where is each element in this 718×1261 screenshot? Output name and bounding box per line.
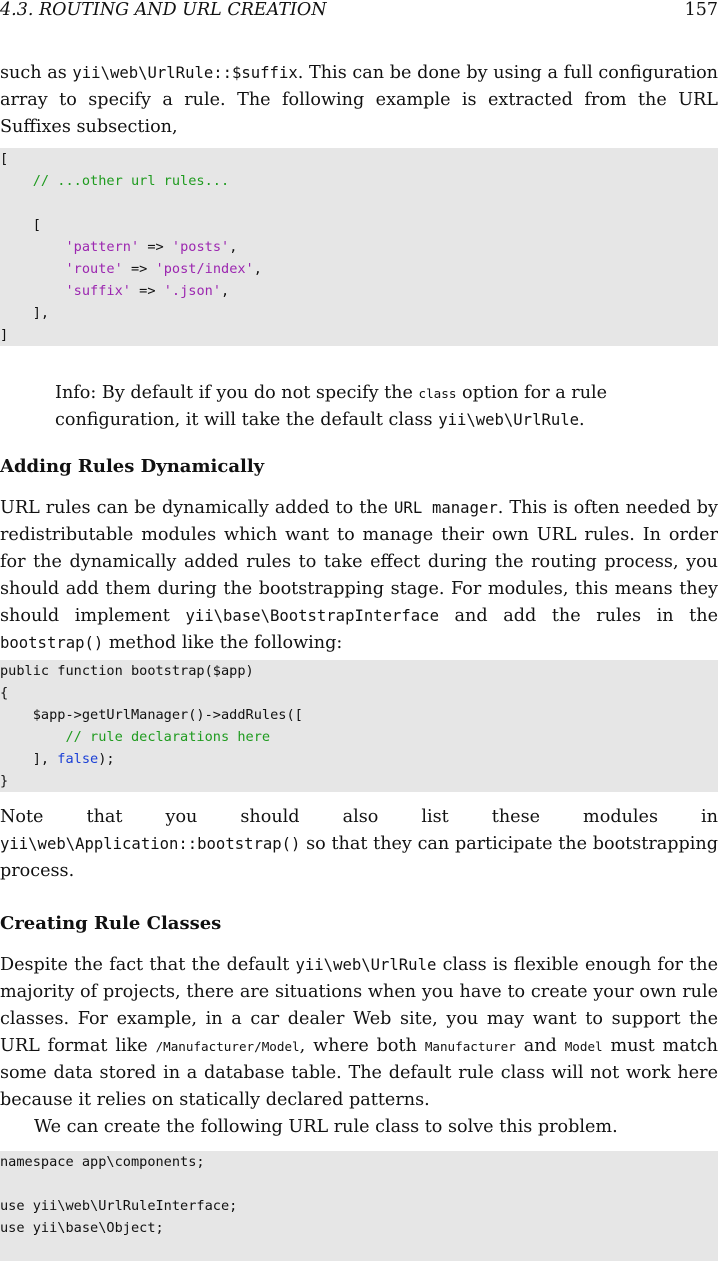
paragraph-dynamic-rules: URL rules can be dynamically added to the URL manager. This is often needed by redistributable modules which want to manage their own URL rules. In order for the dynamically added rules to take effect during the routing process, you should add them during the bootstrapping stage. For modules, this means they should implement yii\base\BootstrapInterface and add the rules in the bootstrap() method like the following: (0, 498, 718, 653)
inline-code: class (418, 386, 457, 401)
page-number: 157 (684, 0, 718, 20)
link-url-manager[interactable]: URL manager (394, 499, 498, 517)
inline-code: Model (564, 1039, 603, 1054)
code-block-url-rule-config: [ // ...other url rules... [ 'pattern' => 'posts', 'route' => 'post/index', 'suffix' => '.json', ], ] (0, 148, 718, 346)
paragraph-bootstrap-note: Note that you should also list these modules in yii\web\Application::bootstrap() so that they can participate the bootstrapping process. (0, 807, 718, 881)
code-block-bootstrap: public function bootstrap($app) { $app->getUrlManager()->addRules([ // rule declarations here ], false); } (0, 660, 718, 792)
paragraph-solution-intro: We can create the following URL rule class to solve this problem. (34, 1117, 618, 1137)
code-block-rule-class: namespace app\components; use yii\web\UrlRuleInterface; use yii\base\Object; (0, 1151, 718, 1261)
inline-code: yii\base\BootstrapInterface (185, 607, 439, 625)
section-heading-adding-rules: Adding Rules Dynamically (0, 456, 265, 477)
inline-code: yii\web\UrlRule::$suffix (72, 64, 298, 82)
inline-code: bootstrap() (0, 634, 104, 652)
code-keyword: false (57, 751, 99, 767)
header-title: 4.3. ROUTING AND URL CREATION (0, 0, 327, 20)
paragraph-rule-classes: Despite the fact that the default yii\web\UrlRule class is flexible enough for the majority of projects, there are situations when you have to create your own rule classes. For example, in a car dealer Web site, you may want to support the URL format like /Manufacturer/Model, where both Manufacturer and Model must match some data stored in a database table. The default rule class will not work here because it relies on statically declared patterns. (0, 955, 718, 1110)
info-note: Info: By default if you do not specify the class option for a rule configuration, it will take the default class yii\web\UrlRule. (55, 383, 608, 430)
code-comment: // ...other url rules... (0, 173, 230, 189)
inline-code: Manufacturer (424, 1039, 516, 1054)
inline-code: yii\web\UrlRule (438, 411, 580, 429)
code-comment: // rule declarations here (0, 729, 271, 745)
running-header (0, 0, 718, 22)
section-heading-creating-rule-classes: Creating Rule Classes (0, 913, 222, 934)
inline-code: yii\web\Application::bootstrap() (0, 835, 301, 853)
paragraph-suffix-intro: such as yii\web\UrlRule::$suffix. This can be done by using a full configuration array to specify a rule. The following example is extracted from the URL Suffixes subsection, (0, 63, 718, 137)
inline-code: /Manufacturer/Model (155, 1039, 300, 1054)
inline-code: yii\web\UrlRule (295, 956, 437, 974)
